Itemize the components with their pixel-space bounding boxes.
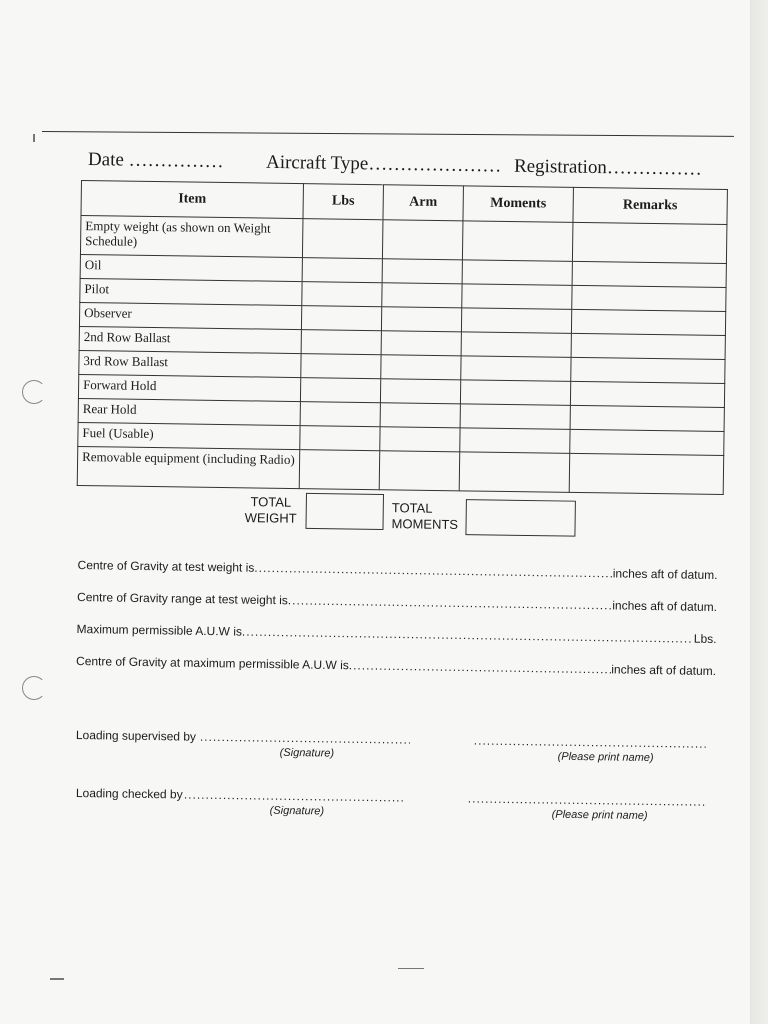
max-auw-unit: Lbs. xyxy=(693,631,717,647)
cg-section xyxy=(76,540,718,678)
moments-cell[interactable] xyxy=(462,260,572,286)
total-weight-box[interactable] xyxy=(305,493,383,530)
item-cell: Rear Hold xyxy=(78,398,300,425)
moments-cell[interactable] xyxy=(461,332,571,358)
moments-cell[interactable] xyxy=(462,284,572,310)
date-label: Date …………… xyxy=(87,149,224,173)
supervised-print-name-line[interactable] xyxy=(474,734,706,751)
column-header-arm: Arm xyxy=(383,185,463,221)
lbs-cell[interactable] xyxy=(302,219,383,259)
arm-cell[interactable] xyxy=(381,355,461,380)
remarks-cell[interactable] xyxy=(571,333,725,359)
scan-speck xyxy=(398,968,424,969)
column-header-moments: Moments xyxy=(463,186,573,223)
remarks-cell[interactable] xyxy=(570,429,724,455)
moments-cell[interactable] xyxy=(460,404,570,430)
supervised-signature-line[interactable] xyxy=(200,730,410,747)
column-header-remarks: Remarks xyxy=(573,187,727,224)
page-edge xyxy=(750,0,768,1024)
aircraft-type-label: Aircraft Type………………… xyxy=(265,151,502,177)
supervised-print-name-caption: (Please print name) xyxy=(557,750,654,765)
arm-cell[interactable] xyxy=(381,307,461,332)
remarks-cell[interactable] xyxy=(570,405,724,431)
binder-hole-mark xyxy=(22,380,46,404)
arm-cell[interactable] xyxy=(379,451,460,491)
table-row xyxy=(77,446,723,494)
remarks-cell[interactable] xyxy=(569,453,724,494)
remarks-cell[interactable] xyxy=(572,285,726,311)
lbs-cell[interactable] xyxy=(302,282,382,307)
arm-cell[interactable] xyxy=(382,259,462,284)
total-weight-label: TOTAL WEIGHT xyxy=(244,494,297,526)
arm-cell[interactable] xyxy=(380,427,460,452)
item-cell: Fuel (Usable) xyxy=(78,422,300,449)
arm-cell[interactable] xyxy=(382,220,463,260)
checked-print-name-line[interactable] xyxy=(468,791,706,808)
supervised-by-block xyxy=(75,728,716,785)
moments-cell[interactable] xyxy=(460,428,570,454)
checked-signature-line[interactable] xyxy=(184,788,404,805)
item-cell: Observer xyxy=(79,302,301,329)
column-header-lbs: Lbs xyxy=(303,184,383,220)
remarks-cell[interactable] xyxy=(571,309,725,335)
arm-cell[interactable] xyxy=(380,403,460,428)
column-header-item: Item xyxy=(81,181,303,219)
max-auw-label: Maximum permissible A.U.W is xyxy=(76,621,243,639)
lbs-cell[interactable] xyxy=(300,426,380,451)
totals-row xyxy=(239,492,580,541)
cg-max-auw-unit: inches aft of datum. xyxy=(611,662,717,679)
lbs-cell[interactable] xyxy=(302,258,382,283)
lbs-cell[interactable] xyxy=(301,354,381,379)
total-moments-box[interactable] xyxy=(465,499,575,537)
lbs-cell[interactable] xyxy=(300,378,380,403)
cg-test-weight-unit: inches aft of datum. xyxy=(612,566,718,583)
scan-speck xyxy=(33,134,35,142)
cg-max-auw-label: Centre of Gravity at maximum permissible A.U.W is xyxy=(75,653,349,673)
lbs-cell[interactable] xyxy=(300,402,380,427)
supervised-by-label: Loading supervised by xyxy=(75,728,197,744)
checked-signature-caption: (Signature) xyxy=(269,804,325,818)
supervised-signature-caption: (Signature) xyxy=(279,746,335,760)
moments-cell[interactable] xyxy=(460,380,570,406)
total-moments-label: TOTAL MOMENTS xyxy=(391,500,459,533)
item-cell: 3rd Row Ballast xyxy=(79,350,301,377)
checked-print-name-caption: (Please print name) xyxy=(551,808,648,822)
moments-cell[interactable] xyxy=(461,356,571,382)
registration-label: Registration…………… xyxy=(513,155,703,180)
item-cell: 2nd Row Ballast xyxy=(79,326,301,353)
item-cell: Removable equipment (including Radio) xyxy=(77,446,300,488)
remarks-cell[interactable] xyxy=(572,222,727,263)
lbs-cell[interactable] xyxy=(299,450,380,490)
cg-test-weight-label: Centre of Gravity at test weight is xyxy=(77,557,255,575)
arm-cell[interactable] xyxy=(380,379,460,404)
arm-cell[interactable] xyxy=(382,283,462,308)
moments-cell[interactable] xyxy=(461,308,571,334)
remarks-cell[interactable] xyxy=(572,261,726,287)
weight-balance-table xyxy=(77,180,728,495)
cg-range-label: Centre of Gravity range at test weight is xyxy=(76,589,288,608)
item-cell: Empty weight (as shown on Weight Schedule) xyxy=(80,216,303,258)
moments-cell[interactable] xyxy=(462,221,573,262)
item-cell: Forward Hold xyxy=(78,374,300,401)
checked-by-block xyxy=(75,786,716,843)
moments-cell[interactable] xyxy=(459,452,570,493)
arm-cell[interactable] xyxy=(381,331,461,356)
cg-range-unit: inches aft of datum. xyxy=(612,598,718,615)
item-cell: Pilot xyxy=(80,278,302,305)
remarks-cell[interactable] xyxy=(571,357,725,383)
binder-hole-mark xyxy=(22,676,46,700)
lbs-cell[interactable] xyxy=(301,306,381,331)
lbs-cell[interactable] xyxy=(301,330,381,355)
scan-speck xyxy=(50,978,64,980)
remarks-cell[interactable] xyxy=(570,381,724,407)
item-cell: Oil xyxy=(80,254,302,281)
checked-by-label: Loading checked by xyxy=(75,786,183,802)
